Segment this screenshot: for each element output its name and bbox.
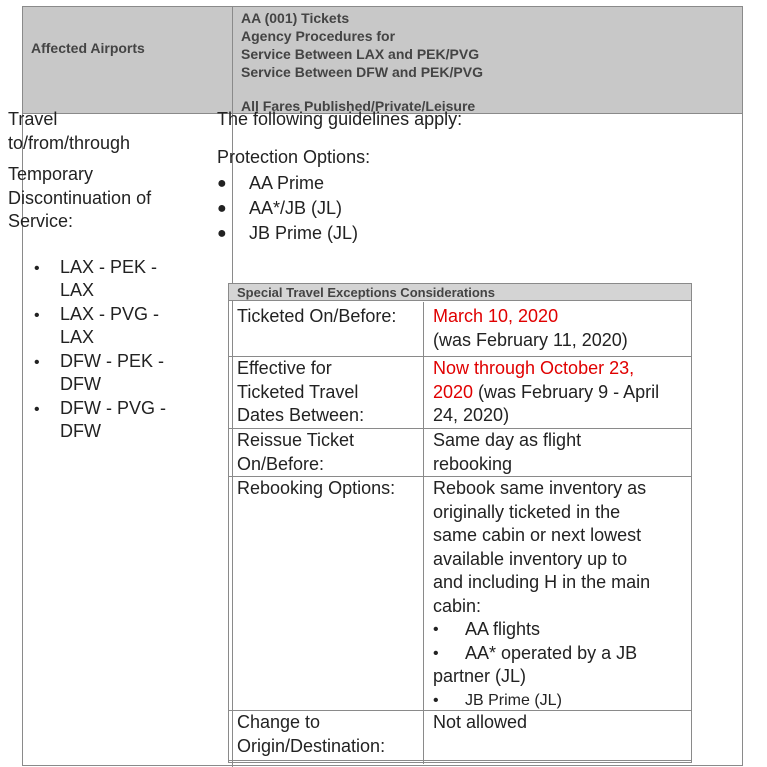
effective-value: Now through October 23, 2020 (was February 9 - April 24, 2020) <box>433 358 660 425</box>
reissue-label: Reissue Ticket On/Before: <box>237 430 355 474</box>
guidelines-cell <box>217 108 462 246</box>
procedures-heading <box>241 9 483 115</box>
rebooking-options-list <box>433 618 689 665</box>
travel-label: Travel <box>8 109 58 129</box>
list-item: • DFW - PVG - DFW <box>34 397 166 441</box>
ticketed-label: Ticketed On/Before: <box>237 306 397 326</box>
exceptions-column-divider <box>423 302 424 764</box>
list-item: • DFW - PEK - DFW <box>34 350 164 394</box>
protection-options-title: Protection Options: <box>217 147 371 167</box>
route-list <box>8 256 204 444</box>
discontinuation-label-3: Service: <box>8 211 74 231</box>
header-row <box>23 7 742 114</box>
exceptions-title: Special Travel Exceptions Considerations <box>229 284 691 301</box>
heading-line: Agency Procedures for <box>241 28 396 44</box>
list-item: • LAX - PEK - LAX <box>34 256 158 300</box>
heading-line: Service Between DFW and PEK/PVG <box>241 64 483 80</box>
list-item: • AA* operated by a JB <box>433 642 638 663</box>
protection-options-list <box>217 171 462 246</box>
fares-heading: All Fares Published/Private/Leisure <box>241 98 476 114</box>
change-value: Not allowed <box>433 712 528 732</box>
rebooking-value: Rebook same inventory as originally ticketed in the same cabin or next lowest available inventory up to and including H in the main cabin: • AA flights • AA* operated by a JB partner (JL) • JB Prime (JL) <box>433 477 689 712</box>
ticketed-value: March 10, 2020 (was February 11, 2020) <box>433 306 628 350</box>
travel-label-2: to/from/through <box>8 132 131 153</box>
affected-airports-heading: Affected Airports <box>31 40 145 56</box>
heading-line: AA (001) Tickets <box>241 10 350 26</box>
list-item: • JB Prime (JL) <box>433 691 562 709</box>
guidelines-intro: The following guidelines apply: <box>217 109 463 129</box>
list-item: ● AA Prime <box>217 173 325 193</box>
reissue-value: Same day as flight rebooking <box>433 430 582 474</box>
discontinuation-label-2: Discontinuation of <box>8 187 152 208</box>
heading-line: Service Between LAX and PEK/PVG <box>241 46 480 62</box>
list-item: ● JB Prime (JL) <box>217 223 359 243</box>
rebooking-options-list-2 <box>433 689 689 713</box>
list-item: • AA flights <box>433 619 541 639</box>
exceptions-table <box>228 283 692 763</box>
discontinuation-label: Temporary <box>8 164 94 184</box>
list-item: • LAX - PVG - LAX <box>34 303 160 347</box>
effective-label: Effective for Ticketed Travel Dates Between: <box>237 358 365 425</box>
affected-airports-cell <box>8 108 204 444</box>
rebooking-label: Rebooking Options: <box>237 478 396 498</box>
list-item: ● AA*/JB (JL) <box>217 198 343 218</box>
change-label: Change to Origin/Destination: <box>237 712 386 756</box>
